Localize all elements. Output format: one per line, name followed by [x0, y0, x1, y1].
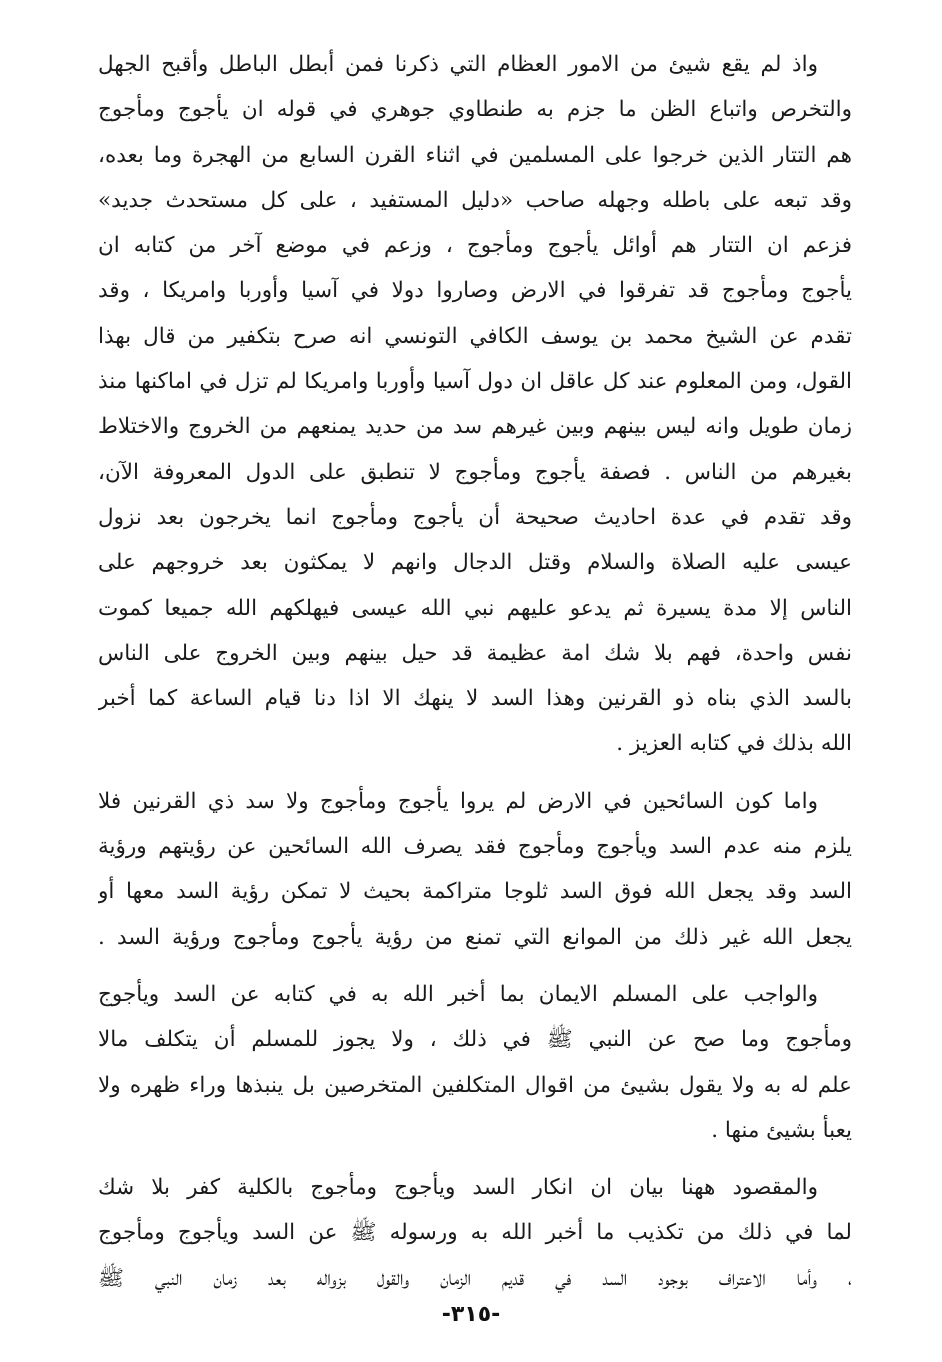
text-line: فزعم ان التتار هم أوائل يأجوج ومأجوج ، وزعم في موضع آخر من كتابه ان — [98, 233, 852, 259]
text-line: السد وقد يجعل الله فوق السد ثلوجا متراكمة بحيث لا تمكن رؤية السد معها أو — [98, 879, 852, 905]
text-line: والمقصود ههنا بيان ان انكار السد ويأجوج ومأجوج بالكلية كفر بلا شك — [98, 1175, 818, 1201]
text-line: هم التتار الذين خرجوا على المسلمين في اثناء القرن السابع من الهجرة وما بعده، — [98, 142, 852, 168]
text-line: زمان طويل وانه ليس بينهم وبين غيرهم سد من حديد يمنعهم من الخروج والاختلاط — [98, 414, 852, 440]
text-line: بغيرهم من الناس . فصفة يأجوج ومأجوج لا تنطبق على الدول المعروفة الآن، — [98, 459, 852, 485]
text-line: يعبأ بشيئ منها . — [711, 1117, 852, 1143]
paragraph-gap — [98, 960, 852, 972]
page-body — [98, 42, 852, 1301]
text-line: ، وأما الاعتراف بوجود السد في قديم الزمان والقول بزواله بعد زمان النبي ﷺ — [98, 1265, 852, 1291]
text-line: عيسى عليه الصلاة والسلام وقتل الدجال وانهم لا يمكثون بعد خروجهم على — [98, 550, 852, 576]
text-line: بالسد الذي بناه ذو القرنين وهذا السد لا ينهك الا اذا دنا قيام الساعة كما أخبر — [98, 686, 852, 712]
text-line: الله بذلك في كتابه العزيز . — [616, 731, 852, 757]
text-line: لما في ذلك من تكذيب ما أخبر الله به ورسوله ﷺ عن السد ويأجوج ومأجوج — [98, 1220, 852, 1246]
paragraph-3 — [98, 972, 852, 1153]
text-line: الناس إلا مدة يسيرة ثم يدعو عليهم نبي الله عيسى فيهلكهم الله جميعا كموت — [98, 595, 852, 621]
text-line: والواجب على المسلم الايمان بما أخبر الله به في كتابه عن السد ويأجوج — [98, 981, 818, 1007]
paragraph-gap — [98, 767, 852, 779]
text-line: نفس واحدة، فهم بلا شك امة عظيمة قد حيل بينهم وبين الخروج على الناس — [98, 640, 852, 666]
text-line: يجعل الله غير ذلك من الموانع التي تمنع من رؤية يأجوج ومأجوج ورؤية السد . — [98, 924, 852, 950]
text-line: علم له به ولا يقول بشيئ من اقوال المتكلفين المتخرصين بل ينبذها وراء ظهره ولا — [98, 1072, 852, 1098]
paragraph-1 — [98, 42, 852, 767]
text-line: تقدم عن الشيخ محمد بن يوسف الكافي التونسي انه صرح بتكفير من قال بهذا — [98, 323, 852, 349]
text-line: واما كون السائحين في الارض لم يروا يأجوج ومأجوج ولا سد ذي القرنين فلا — [98, 788, 818, 814]
text-line: يأجوج ومأجوج قد تفرقوا في الارض وصاروا دولا في آسيا وأوربا وامريكا ، وقد — [98, 278, 852, 304]
text-line: وقد تقدم في عدة احاديث صحيحة أن يأجوج ومأجوج انما يخرجون بعد نزول — [98, 504, 852, 530]
text-line: يلزم منه عدم السد ويأجوج ومأجوج فقد يصرف الله السائحين عن رؤيتهم ورؤية — [98, 834, 852, 860]
text-line: القول، ومن المعلوم عند كل عاقل ان دول آسيا وأوربا وامريكا لم تزل في اماكنها منذ — [98, 369, 852, 395]
paragraph-4 — [98, 1165, 852, 1301]
paragraph-2 — [98, 779, 852, 960]
text-line: والتخرص واتباع الظن ما جزم به طنطاوي جوهري في قوله ان يأجوج ومأجوج — [98, 97, 852, 123]
paragraph-gap — [98, 1153, 852, 1165]
text-line: وقد تبعه على باطله وجهله صاحب «دليل المستفيد ، على كل مستحدث جديد» — [98, 187, 852, 213]
text-line: ومأجوج وما صح عن النبي ﷺ في ذلك ، ولا يجوز للمسلم أن يتكلف مالا — [98, 1027, 852, 1053]
text-line: واذ لم يقع شيئ من الامور العظام التي ذكرنا فمن أبطل الباطل وأقبح الجهل — [98, 52, 818, 77]
page-number: -٣١٥- — [441, 1302, 501, 1327]
